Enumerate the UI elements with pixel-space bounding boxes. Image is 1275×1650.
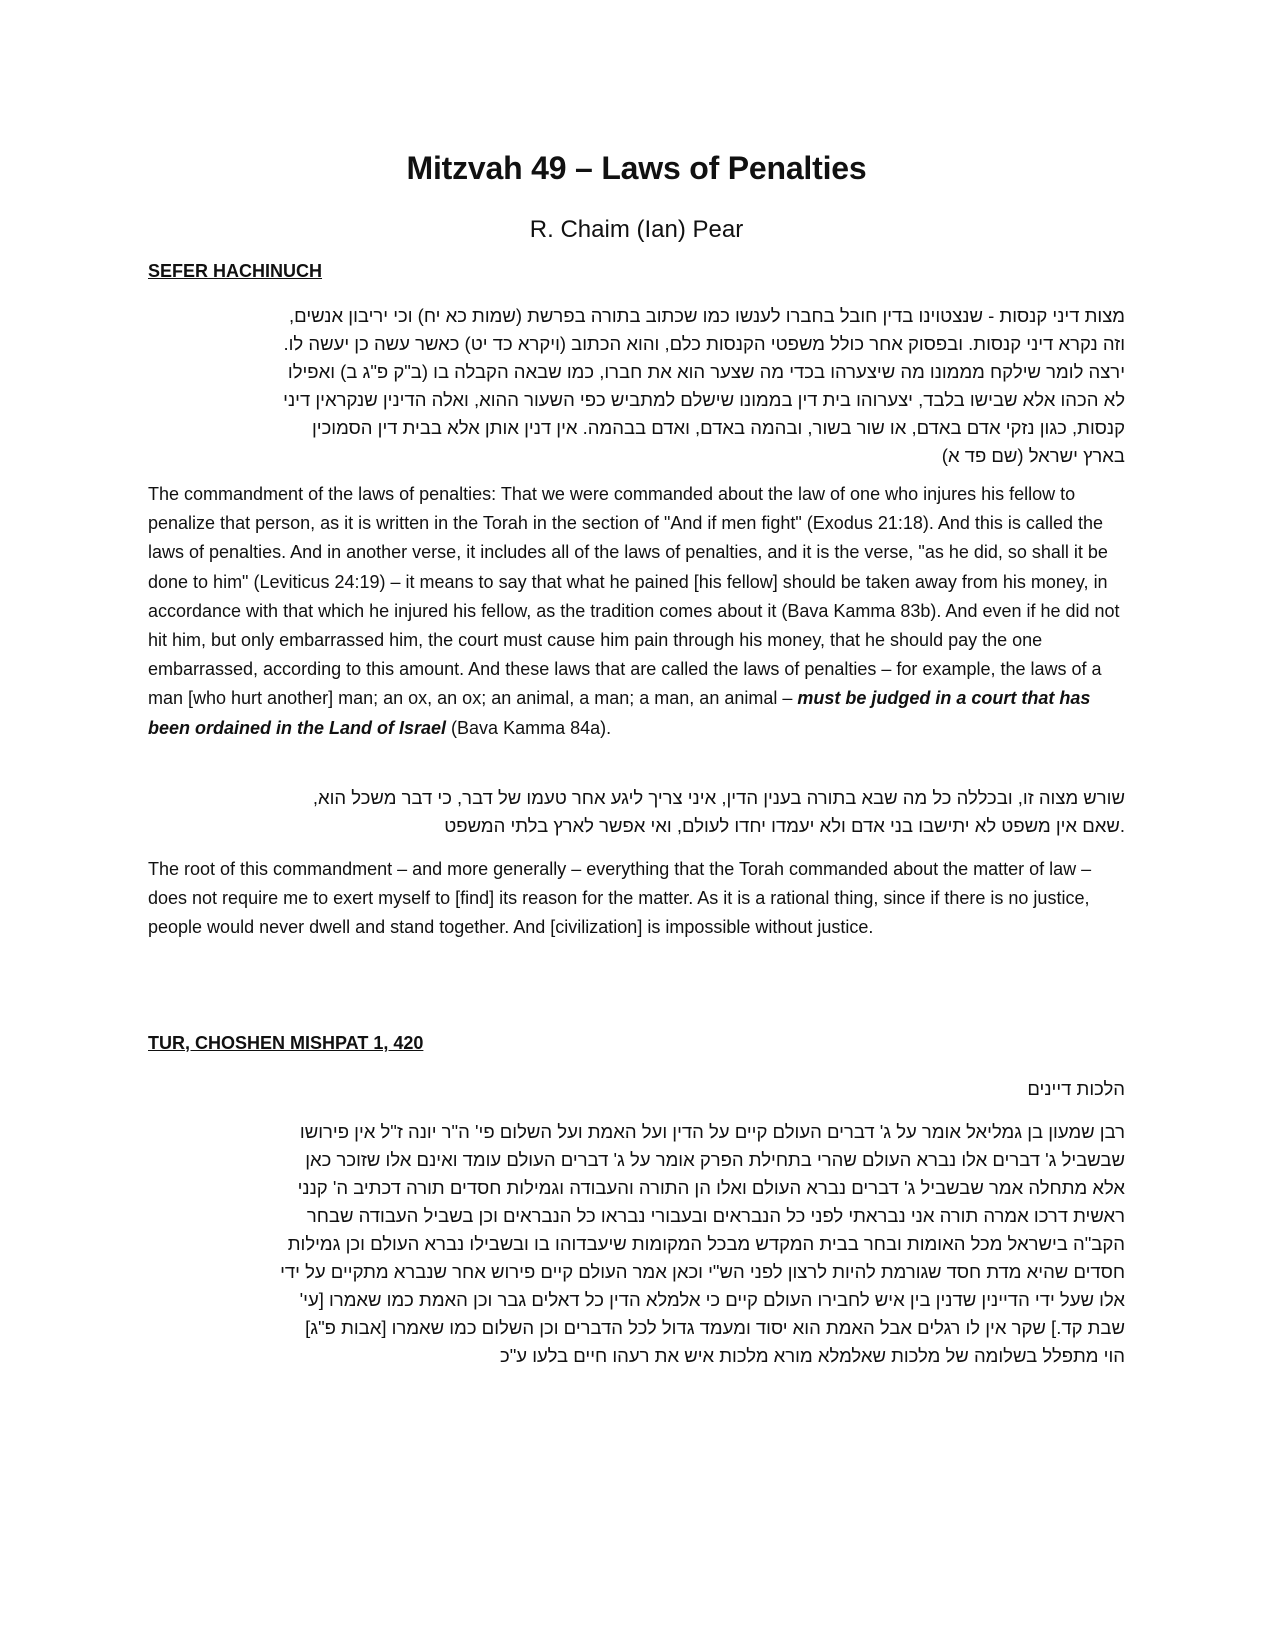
english-translation-text: The commandment of the laws of penalties: That we were commanded about the law of one who injures his fellow to penalize that person, as it is written in the Torah in the section of "And if men fight" (Exodus 21:18). And this is called the laws of penalties. And in another verse, it includes all of the laws of penalties, and it is the verse, "as he did, so shall it be done to him" (Leviticus 24:19) – it means to say that what he pained [his fellow] should be taken away from his money, in accordance with that which he injured his fellow, as the tradition comes about it (Bava Kamma 83b). And even if he did not hit him, but only embarrassed him, the court must cause him pain through his money, that he should pay the one embarrassed, according to this amount. And these laws that are called the laws of penalties – for example, the laws of a man [who hurt another] man; an ox, an ox; an animal, a man; a man, an animal – xyxy=(148,484,1120,709)
hebrew-line: אלא מתחלה אמר שבשביל ג' דברים נברא העולם ואלו הן התורה והעבודה וגמילות חסדים תורה דכתיב ה' קנני xyxy=(297,1177,1125,1198)
hebrew-line: שבשביל ג' דברים אלו נברא העולם שהרי בתחילת הפרק אומר על ג' דברים העולם עומד ואינם אלו שזוכר כאן xyxy=(305,1149,1125,1170)
hebrew-line: ראשית דרכו אמרה תורה אני נבראתי לפני כל הנבראים ובעבורי נבראו כל הנבראים וכן בשביל העבודה שבחר xyxy=(306,1205,1125,1226)
hebrew-passage-tur xyxy=(148,1118,1125,1370)
hebrew-line: שורש מצוה זו, ובכללה כל מה שבא בתורה בענין הדין, איני צריך ליגע אחר טעמו של דבר, כי דבר משכל הוא, xyxy=(312,787,1125,808)
hebrew-line: .שאם אין משפט לא יתישבו בני אדם ולא יעמדו יחדו לעולם, ואי אפשר לארץ בלתי המשפט xyxy=(444,815,1125,836)
english-translation-chinuch xyxy=(148,480,1125,743)
hebrew-line: אלו שעל ידי הדיינין שדנין בין איש לחבירו העולם קיים כי אלמלא הדין כל דאלים גבר וכן האמת כמו שאמרו [עי' xyxy=(299,1289,1125,1310)
hebrew-line: קנסות, כגון נזקי אדם באדם, או שור בשור, ובהמה באדם, ואדם בבהמה. אין דנין אותן אלא בבית דין הסמוכין xyxy=(311,417,1125,438)
hebrew-line: ירצה לומר שילקח מממונו מה שיצערהו בכדי מה שצער הוא את חברו, כמו שבאה הקבלה בו (ב"ק פ"ג ב) ואפילו xyxy=(287,361,1125,382)
hebrew-root-passage xyxy=(148,784,1125,840)
hebrew-line: הקב"ה בישראל מכל האומות ובחר בבית המקדש מבכל המקומות שיעבדוהו בו ובשבילו נברא העולם וכן גמילות xyxy=(287,1233,1125,1254)
hebrew-line: רבן שמעון בן גמליאל אומר על ג' דברים העולם קיים על הדין ועל האמת ועל השלום פי' ה"ר יונה ז"ל אין פירושו xyxy=(299,1121,1125,1142)
section-heading-tur: TUR, CHOSHEN MISHPAT 1, 420 xyxy=(148,1033,424,1053)
hebrew-line: שבת קד.] שקר אין לו רגלים אבל האמת הוא יסוד ומעמד גדול לכל הדברים וכן השלום כמו שאמרו [אבות פ"ג] xyxy=(305,1317,1125,1338)
hebrew-line: חסדים שהיא מדת חסד שגורמת להיות לרצון לפני הש"י וכאן אמר העולם קיים פירוש אחר שנברא מתקיים על ידי xyxy=(280,1261,1125,1282)
document-author: R. Chaim (Ian) Pear xyxy=(529,216,744,243)
hebrew-line: הוי מתפלל בשלומה של מלכות שאלמלא מורא מלכות איש את רעהו חיים בלעו ע"כ xyxy=(500,1345,1125,1366)
english-root-translation: The root of this commandment – and more generally – everything that the Torah commanded about the matter of law – does not require me to exert myself to [find] its reason for the matter. As it is a rational thing, since if there is no justice, people would never dwell and stand together. And [civilization] is impossible without justice. xyxy=(148,859,1092,938)
section-heading-sefer-hachinuch: SEFER HACHINUCH xyxy=(148,261,323,281)
hebrew-passage-chinuch xyxy=(148,302,1125,470)
english-citation: (Bava Kamma 84a). xyxy=(446,717,612,738)
document-title: Mitzvah 49 – Laws of Penalties xyxy=(406,150,867,186)
hebrew-line: בארץ ישראל (שם פד א) xyxy=(941,445,1125,466)
hebrew-line: מצות דיני קנסות - שנצטוינו בדין חובל בחברו לענשו כמו שכתוב בתורה בפרשת (שמות כא יח) וכי יריבון אנשים, xyxy=(289,305,1125,326)
tur-subheading: הלכות דיינים xyxy=(1027,1078,1125,1099)
hebrew-line: לא הכהו אלא שבישו בלבד, יצערוהו בית דין בממונו שישלם למתביש כפי השעור ההוא, ואלה הדינין שנקראין דיני xyxy=(283,389,1125,410)
english-emphasis: must be judged in a court that has been ordained in the Land of Israel xyxy=(148,688,1091,738)
hebrew-line: וזה נקרא דיני קנסות. ובפסוק אחר כולל משפטי הקנסות כלם, והוא הכתוב (ויקרא כד יט) כאשר עשה כן יעשה לו. xyxy=(283,333,1125,354)
